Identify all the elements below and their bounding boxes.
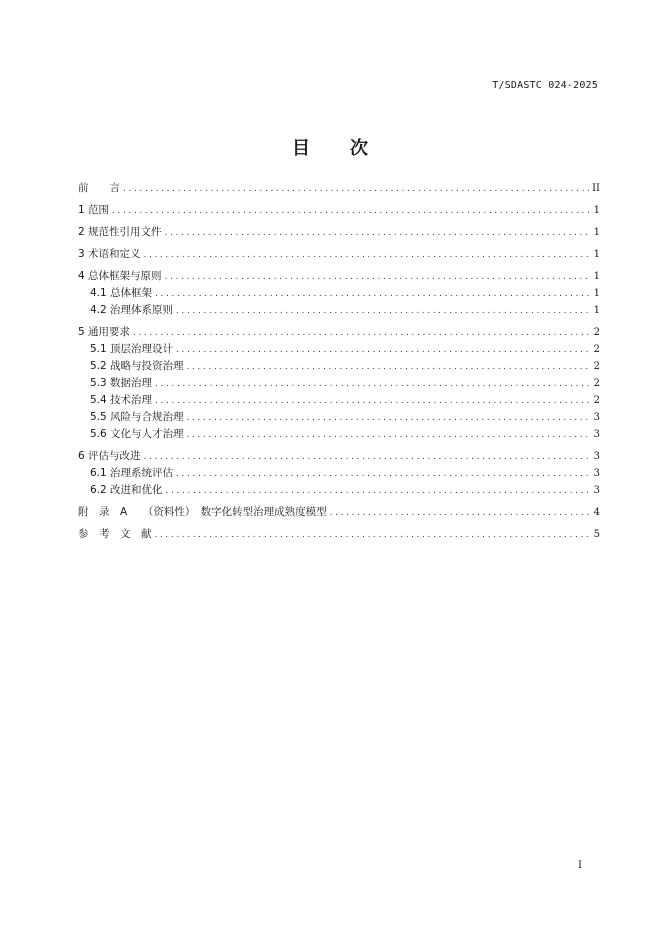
toc-dot-leader xyxy=(187,430,591,440)
toc-entry[interactable] xyxy=(78,482,600,499)
toc-entry[interactable] xyxy=(78,526,600,543)
toc-dot-leader xyxy=(187,362,591,372)
toc-entry-page: 3 xyxy=(593,485,600,496)
toc-dot-leader xyxy=(123,184,589,194)
toc-entry[interactable] xyxy=(78,268,600,285)
toc-entry-page: 1 xyxy=(593,271,600,282)
toc-entry[interactable] xyxy=(78,358,600,375)
toc-entry-label: 1 范围 xyxy=(78,204,110,216)
toc-dot-leader xyxy=(187,413,591,423)
page-number: I xyxy=(578,860,582,871)
toc-entry-page: 2 xyxy=(593,344,600,355)
toc-entry-label: 4 总体框架与原则 xyxy=(78,270,162,282)
toc-entry-label: 6.2 改进和优化 xyxy=(90,484,163,496)
toc-entry-label: 5.5 风险与合规治理 xyxy=(90,411,184,423)
toc-entry[interactable] xyxy=(78,448,600,465)
toc-entry-label: 附 录 A （资料性） 数字化转型治理成熟度模型 xyxy=(78,506,327,518)
toc-entry-page: 3 xyxy=(593,468,600,479)
toc-entry[interactable] xyxy=(78,302,600,319)
document-id: T/SDASTC 024-2025 xyxy=(492,80,598,91)
toc-entry-label: 6 评估与改进 xyxy=(78,450,141,462)
toc-title-char-2: 次 xyxy=(350,138,370,159)
toc-dot-leader xyxy=(155,396,591,406)
toc-entry-label: 2 规范性引用文件 xyxy=(78,226,162,238)
toc-entry-page: 2 xyxy=(593,395,600,406)
toc-entry[interactable] xyxy=(78,409,600,426)
toc-dot-leader xyxy=(144,452,591,462)
toc-entry[interactable] xyxy=(78,465,600,482)
toc-entry[interactable] xyxy=(78,285,600,302)
toc-entry-page: 1 xyxy=(593,288,600,299)
toc-entry-label: 5.6 文化与人才治理 xyxy=(90,428,184,440)
toc-dot-leader xyxy=(155,530,591,540)
toc-entry-label: 5 通用要求 xyxy=(78,326,131,338)
toc-dot-leader xyxy=(176,306,591,316)
toc-entry-page: 4 xyxy=(593,507,600,518)
toc-dot-leader xyxy=(155,289,591,299)
table-of-contents xyxy=(78,180,600,543)
toc-entry-label: 4.1 总体框架 xyxy=(90,287,153,299)
toc-dot-leader xyxy=(330,508,591,518)
toc-entry-page: 1 xyxy=(593,205,600,216)
toc-entry[interactable] xyxy=(78,426,600,443)
toc-entry[interactable] xyxy=(78,202,600,219)
toc-dot-leader xyxy=(155,379,591,389)
toc-title-char-1: 目 xyxy=(292,138,312,159)
toc-entry-label: 3 术语和定义 xyxy=(78,248,141,260)
toc-entry[interactable] xyxy=(78,246,600,263)
toc-entry-page: 5 xyxy=(593,529,600,540)
toc-entry-page: 1 xyxy=(593,305,600,316)
toc-entry-label: 5.3 数据治理 xyxy=(90,377,153,389)
toc-dot-leader xyxy=(144,250,591,260)
toc-dot-leader xyxy=(176,469,591,479)
toc-entry-label: 前 言 xyxy=(78,182,120,194)
toc-entry[interactable] xyxy=(78,224,600,241)
toc-entry[interactable] xyxy=(78,392,600,409)
toc-entry-page: 3 xyxy=(593,451,600,462)
toc-entry[interactable] xyxy=(78,341,600,358)
toc-dot-leader xyxy=(166,486,591,496)
toc-entry-page: 2 xyxy=(593,327,600,338)
toc-entry-page: 2 xyxy=(593,378,600,389)
toc-entry-page: 2 xyxy=(593,361,600,372)
toc-dot-leader xyxy=(165,272,591,282)
toc-entry-label: 参 考 文 献 xyxy=(78,528,152,540)
toc-entry-page: 3 xyxy=(593,412,600,423)
toc-entry-label: 4.2 治理体系原则 xyxy=(90,304,174,316)
toc-entry[interactable] xyxy=(78,324,600,341)
toc-entry-label: 5.4 技术治理 xyxy=(90,394,153,406)
toc-entry-label: 5.1 顶层治理设计 xyxy=(90,343,174,355)
toc-entry[interactable] xyxy=(78,375,600,392)
toc-dot-leader xyxy=(176,345,591,355)
toc-dot-leader xyxy=(133,328,591,338)
toc-entry[interactable] xyxy=(78,504,600,521)
toc-dot-leader xyxy=(112,206,591,216)
toc-entry-page: 3 xyxy=(593,429,600,440)
toc-entry-page: 1 xyxy=(593,227,600,238)
toc-entry[interactable] xyxy=(78,180,600,197)
toc-dot-leader xyxy=(165,228,591,238)
toc-entry-label: 5.2 战略与投资治理 xyxy=(90,360,184,372)
toc-entry-label: 6.1 治理系统评估 xyxy=(90,467,174,479)
toc-entry-page: 1 xyxy=(593,249,600,260)
toc-title xyxy=(0,134,662,160)
toc-entry-page: II xyxy=(592,183,600,194)
